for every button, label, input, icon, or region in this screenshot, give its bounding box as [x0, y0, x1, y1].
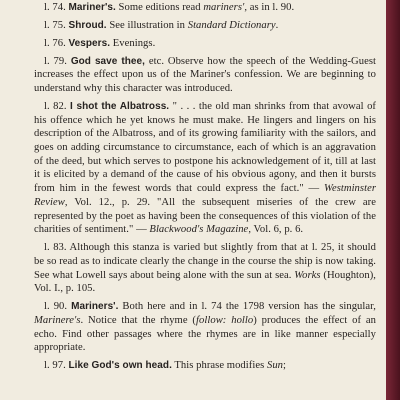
line-reference: l. 97. — [44, 360, 66, 372]
note-text: , as in l. 90. — [244, 2, 295, 13]
book-cover-edge — [386, 0, 400, 400]
note-heading: Mariners'. — [71, 301, 119, 313]
line-reference: l. 74. — [44, 2, 66, 13]
note-text: Both here and in l. 74 the 1798 version has the singular, — [118, 301, 376, 313]
note-text: , Vol. 6, p. 6. — [248, 224, 304, 236]
note-text: ) produces the effect of an echo. Find other passages where the rhymes are in like manner especially appropriate. — [34, 314, 376, 354]
note-entry — [34, 100, 376, 237]
line-reference: l. 79. — [44, 55, 67, 67]
note-text: See illustration in — [106, 19, 188, 31]
note-entry — [34, 300, 376, 355]
note-text: Some editions read — [115, 2, 204, 13]
note-entry — [34, 37, 376, 51]
note-entry — [34, 1, 376, 15]
line-reference: l. 90. — [44, 301, 68, 313]
note-text: This phrase modifies — [171, 360, 267, 372]
line-reference: l. 75. — [44, 19, 66, 31]
italic-text: Sun — [266, 360, 284, 372]
italic-text: Marinere's — [34, 314, 81, 326]
note-heading: Vespers. — [68, 37, 111, 49]
italic-text: mariners' — [203, 2, 245, 13]
note-text: . — [275, 19, 279, 31]
note-heading: I shot the Albatross. — [70, 100, 170, 112]
note-text: " . . . the old man shrinks from that avowal of his offence which he yet knows he must make. He lingers and lingers on his description of the Albatross, and of its growing familiarity with the sailors, and goes on adding circumstance to circumstance, each of which is an aggravation of the deed, but which serves to postpone his acknowledgement of it, till at last it is elicited by a demand of the cause of his obvious agony, and then it bursts from him in the fewest words that could express the fact." — — [34, 100, 376, 195]
note-text: etc. Observe how the speech of the Wedding-Guest increases the effect upon us of the Mariner's confession. We are beginning to understand why this character was introduced. — [34, 55, 376, 95]
note-heading: God save thee, — [70, 55, 145, 67]
note-text: (Houghton), Vol. I., p. 105. — [34, 269, 377, 295]
line-reference: l. 83. — [44, 242, 67, 254]
italic-text: Standard Dictionary — [187, 19, 276, 31]
note-heading: Like God's own head. — [68, 360, 172, 372]
note-text: ; — [283, 360, 287, 372]
line-reference: l. 76. — [44, 37, 66, 49]
note-text: Although this stanza is varied but slightly from that at l. 25, it should be so read as to indicate clearly the change in the course the ship is now taking. See what Lowell says about being alone with the sun at sea. — [34, 242, 376, 281]
italic-text: Works — [294, 269, 321, 281]
note-heading: Mariner's. — [68, 2, 116, 13]
note-text: Evenings. — [110, 37, 156, 49]
italic-text: follow: hollo — [196, 314, 254, 326]
note-entry — [34, 241, 376, 296]
note-heading: Shroud. — [68, 19, 107, 31]
line-reference: l. 82. — [44, 100, 67, 112]
note-entry — [34, 359, 376, 373]
note-text: , Vol. 12., p. 29. "All the subsequent miseries of the crew are represented by the poet as having been the consequences of this violation of the charities of sentiment." — — [34, 196, 376, 236]
italic-text: Westminster Review — [34, 183, 376, 208]
note-entry — [34, 55, 376, 96]
note-text: . Notice that the rhyme ( — [80, 314, 197, 326]
note-entry — [34, 19, 376, 33]
italic-text: Blackwood's Magazine — [149, 224, 249, 236]
